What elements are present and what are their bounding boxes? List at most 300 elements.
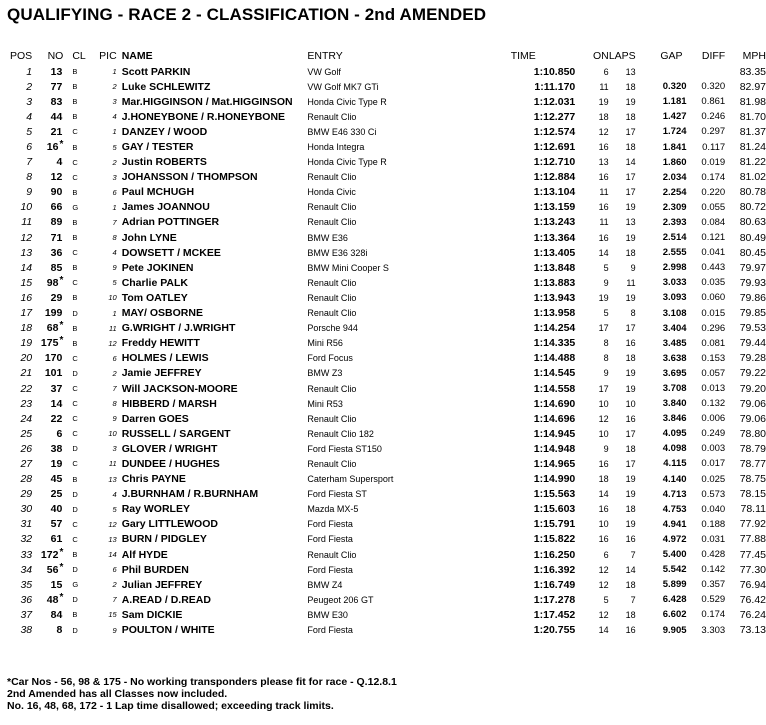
cell-no — [32, 139, 63, 154]
cell-no — [32, 230, 63, 245]
table-row — [0, 502, 766, 517]
cell-mph: 77.88 — [739, 533, 766, 546]
cell-mph: 76.94 — [739, 578, 766, 591]
cell-on: 9 — [603, 368, 609, 379]
cell-entry: Ford Fiesta ST150 — [307, 443, 382, 454]
car-number: 44 — [50, 110, 63, 123]
cell-diff: 3.303 — [701, 624, 726, 636]
cell-no — [32, 456, 63, 471]
cell-laps: 19 — [625, 519, 636, 530]
cell-time: 1:14.254 — [533, 322, 576, 335]
cell-pos: 13 — [20, 246, 33, 259]
cell-diff: 0.031 — [701, 533, 726, 545]
cell-laps: 19 — [625, 232, 636, 243]
cell-diff: 0.025 — [701, 473, 726, 485]
cell-entry: Mini R56 — [307, 338, 343, 349]
footnote-transponders: *Car Nos - 56, 98 & 175 - No working transponders please fit for race - Q.12.8.1 — [7, 676, 397, 688]
cell-diff: 0.017 — [701, 458, 726, 470]
cell-class: C — [72, 172, 78, 182]
car-number: 15 — [50, 578, 63, 591]
cell-on: 19 — [598, 292, 609, 303]
cell-laps: 19 — [625, 202, 636, 213]
cell-name: Ray WORLEY — [121, 503, 190, 516]
cell-pic: 11 — [108, 323, 117, 333]
cell-entry: Caterham Supersport — [307, 474, 394, 485]
cell-name: John LYNE — [121, 231, 177, 244]
cell-time: 1:13.364 — [533, 231, 576, 244]
cell-on: 17 — [598, 383, 609, 394]
cell-entry: Renault Clio — [307, 458, 357, 469]
cell-pos: 16 — [20, 291, 33, 304]
car-number: 38 — [50, 442, 63, 455]
cell-time: 1:14.558 — [533, 382, 576, 395]
cell-diff: 0.320 — [701, 81, 726, 93]
cell-mph: 82.97 — [739, 80, 766, 93]
cell-pic: 15 — [108, 610, 117, 620]
cell-entry: Honda Civic Type R — [307, 96, 387, 107]
cell-pic: 1 — [112, 67, 117, 77]
cell-laps: 19 — [625, 368, 636, 379]
cell-entry: Ford Fiesta — [307, 625, 353, 636]
cell-entry: Mazda MX-5 — [307, 504, 359, 515]
cell-class: C — [72, 248, 78, 258]
cell-entry: Renault Clio 182 — [307, 428, 374, 439]
cell-pos: 33 — [20, 548, 33, 561]
cell-entry: Honda Civic — [307, 187, 356, 198]
cell-name: GAY / TESTER — [121, 141, 194, 154]
cell-gap — [636, 64, 687, 79]
cell-pic: 5 — [112, 278, 117, 288]
cell-mph: 73.13 — [739, 624, 766, 637]
table-body — [0, 64, 766, 638]
cell-diff: 0.019 — [701, 156, 726, 168]
cell-on: 18 — [598, 111, 609, 122]
cell-time: 1:13.405 — [533, 246, 576, 259]
cell-on: 12 — [598, 413, 609, 424]
cell-laps: 18 — [625, 609, 636, 620]
cell-pic: 4 — [112, 248, 117, 258]
cell-entry: BMW E46 330 Ci — [307, 126, 377, 137]
cell-no — [32, 622, 63, 637]
cell-pos: 23 — [20, 397, 33, 410]
car-number: 77 — [50, 80, 63, 93]
cell-on: 6 — [603, 66, 609, 77]
cell-on: 14 — [598, 489, 609, 500]
cell-class: B — [72, 293, 78, 303]
cell-mph: 76.42 — [739, 593, 766, 606]
cell-no — [32, 487, 63, 502]
cell-pic: 14 — [108, 550, 117, 560]
table-row — [0, 321, 766, 336]
cell-mph: 78.75 — [739, 473, 766, 486]
cell-pic: 10 — [108, 429, 117, 439]
cell-time: 1:15.603 — [533, 503, 576, 516]
car-number: 12 — [50, 171, 63, 184]
cell-time: 1:12.710 — [533, 156, 576, 169]
cell-no — [32, 426, 63, 441]
cell-entry: Renault Clio — [307, 308, 357, 319]
cell-entry: Renault Clio — [307, 383, 357, 394]
cell-name: J.BURNHAM / R.BURNHAM — [121, 488, 259, 501]
cell-pos: 11 — [21, 216, 33, 229]
cell-name: Julian JEFFREY — [121, 578, 203, 591]
cell-pic: 6 — [112, 187, 117, 197]
cell-diff: 0.006 — [701, 413, 726, 425]
car-number: 71 — [50, 231, 63, 244]
table-row — [0, 607, 766, 622]
cell-no — [32, 109, 63, 124]
cell-class: B — [72, 142, 78, 152]
cell-on: 9 — [603, 443, 609, 454]
cell-pic: 12 — [108, 519, 117, 529]
cell-laps: 17 — [625, 323, 636, 334]
cell-time: 1:13.883 — [533, 276, 576, 289]
cell-no — [32, 547, 63, 562]
cell-name: DOWSETT / MCKEE — [121, 246, 221, 259]
cell-pic: 10 — [108, 293, 117, 303]
cell-no — [32, 366, 63, 381]
cell-pos: 8 — [26, 171, 33, 184]
cell-time: 1:16.250 — [533, 548, 576, 561]
cell-class: B — [72, 610, 78, 620]
cell-name: JOHANSSON / THOMPSON — [121, 171, 258, 184]
cell-gap: 5.899 — [662, 579, 687, 591]
cell-diff: 0.040 — [701, 503, 726, 515]
cell-pos: 32 — [20, 533, 33, 546]
cell-mph: 80.78 — [739, 186, 766, 199]
cell-diff: 0.081 — [701, 337, 726, 349]
cell-on: 16 — [598, 458, 609, 469]
cell-class: B — [72, 97, 78, 107]
cell-name: Luke SCHLEWITZ — [121, 80, 211, 93]
cell-pic: 9 — [112, 625, 117, 635]
cell-no — [32, 411, 63, 426]
cell-laps: 17 — [625, 458, 636, 469]
cell-entry: Mini R53 — [307, 398, 343, 409]
header-name: NAME — [121, 49, 153, 62]
cell-entry: Renault Clio — [307, 292, 357, 303]
cell-laps: 16 — [625, 338, 636, 349]
cell-on: 16 — [598, 172, 609, 183]
cell-entry: BMW E36 328i — [307, 247, 368, 258]
cell-class: B — [72, 338, 78, 348]
cell-class: C — [72, 399, 78, 409]
cell-mph: 77.92 — [739, 518, 766, 531]
cell-on: 18 — [598, 474, 609, 485]
cell-class: C — [72, 384, 78, 394]
cell-laps: 19 — [625, 96, 636, 107]
cell-pic: 1 — [112, 202, 117, 212]
cell-name: MAY/ OSBORNE — [121, 307, 203, 320]
header-laps: LAPS — [608, 49, 636, 62]
footnote-marker: * — [59, 546, 64, 558]
table-row — [0, 170, 766, 185]
cell-on: 17 — [598, 323, 609, 334]
cell-time: 1:14.488 — [533, 352, 576, 365]
car-number: 21 — [50, 125, 63, 138]
cell-pos: 7 — [26, 156, 33, 169]
table-row — [0, 245, 766, 260]
cell-no — [32, 79, 63, 94]
cell-gap: 3.846 — [662, 413, 687, 425]
cell-on: 13 — [598, 157, 609, 168]
footnote-marker: * — [59, 335, 64, 347]
cell-on: 12 — [598, 126, 609, 137]
cell-on: 8 — [603, 338, 609, 349]
cell-entry: Peugeot 206 GT — [307, 594, 374, 605]
table-row — [0, 532, 766, 547]
cell-class: D — [72, 504, 78, 514]
cell-time: 1:12.277 — [533, 110, 576, 123]
cell-name: Will JACKSON-MOORE — [121, 382, 238, 395]
cell-pos: 14 — [20, 261, 33, 274]
cell-class: B — [72, 550, 78, 560]
cell-diff: 0.174 — [701, 609, 726, 621]
cell-class: B — [72, 233, 78, 243]
car-number: 22 — [50, 412, 63, 425]
cell-pos: 2 — [26, 80, 33, 93]
car-number: 83 — [50, 95, 63, 108]
cell-mph: 76.24 — [739, 608, 766, 621]
header-on: ON — [592, 49, 609, 62]
cell-pos: 20 — [20, 352, 33, 365]
cell-name: Gary LITTLEWOOD — [121, 518, 218, 531]
table-row — [0, 562, 766, 577]
cell-pos: 22 — [20, 382, 33, 395]
table-row — [0, 155, 766, 170]
cell-gap: 4.972 — [662, 533, 687, 545]
cell-pos: 28 — [20, 473, 33, 486]
cell-no — [32, 124, 63, 139]
cell-pic: 3 — [112, 444, 117, 454]
cell-no — [32, 155, 63, 170]
cell-mph: 79.97 — [739, 261, 766, 274]
cell-entry: BMW E36 — [307, 232, 348, 243]
cell-pic: 9 — [112, 263, 117, 273]
table-row — [0, 396, 766, 411]
car-number: 175 — [40, 337, 59, 350]
cell-entry: Renault Clio — [307, 172, 357, 183]
cell-mph: 79.06 — [739, 412, 766, 425]
cell-mph: 80.63 — [739, 216, 766, 229]
cell-pos: 29 — [20, 488, 33, 501]
cell-diff: 0.357 — [701, 579, 726, 591]
cell-laps: 7 — [630, 549, 636, 560]
cell-time: 1:12.691 — [533, 141, 576, 154]
cell-pic: 4 — [112, 112, 117, 122]
table-row — [0, 426, 766, 441]
cell-mph: 81.02 — [739, 171, 766, 184]
cell-pos: 15 — [20, 276, 33, 289]
cell-name: Pete JOKINEN — [121, 261, 194, 274]
cell-laps: 18 — [625, 142, 636, 153]
cell-pic: 12 — [108, 338, 117, 348]
cell-class: B — [72, 187, 78, 197]
cell-no — [32, 381, 63, 396]
cell-pic: 2 — [112, 157, 117, 167]
cell-entry: Ford Fiesta — [307, 534, 353, 545]
cell-diff: 0.220 — [701, 186, 726, 198]
cell-class: D — [72, 625, 78, 635]
cell-laps: 18 — [625, 504, 636, 515]
cell-entry: VW Golf — [307, 66, 341, 77]
cell-on: 10 — [598, 428, 609, 439]
cell-gap: 6.602 — [662, 609, 687, 621]
cell-class: C — [72, 459, 78, 469]
cell-name: Justin ROBERTS — [121, 156, 207, 169]
cell-laps: 9 — [630, 262, 636, 273]
cell-mph: 79.20 — [739, 382, 766, 395]
cell-gap: 4.115 — [663, 458, 687, 470]
cell-mph: 78.11 — [740, 503, 766, 516]
cell-on: 10 — [598, 519, 609, 530]
cell-time: 1:14.945 — [533, 427, 576, 440]
header-pic: PIC — [99, 49, 117, 62]
cell-entry: Ford Fiesta — [307, 519, 353, 530]
cell-gap: 1.860 — [662, 156, 687, 168]
cell-name: Chris PAYNE — [121, 473, 186, 486]
cell-class: G — [72, 580, 79, 590]
car-number: 85 — [50, 261, 63, 274]
car-number: 14 — [50, 397, 63, 410]
table-row — [0, 215, 766, 230]
car-number: 101 — [44, 367, 63, 380]
header-cl: CL — [72, 49, 86, 62]
cell-mph: 79.53 — [739, 322, 766, 335]
cell-time: 1:12.884 — [533, 171, 576, 184]
header-diff: DIFF — [701, 49, 726, 62]
header-pos: POS — [9, 49, 33, 62]
cell-mph: 79.86 — [739, 291, 766, 304]
cell-gap: 3.033 — [662, 277, 687, 289]
car-number: 56 — [46, 563, 59, 576]
cell-class: D — [72, 595, 78, 605]
cell-diff: 0.297 — [701, 126, 726, 138]
footnote-marker: * — [59, 591, 64, 603]
car-number: 37 — [50, 382, 63, 395]
cell-diff: 0.861 — [701, 96, 726, 108]
cell-no — [32, 185, 63, 200]
cell-name: J.HONEYBONE / R.HONEYBONE — [121, 110, 286, 123]
cell-pos: 24 — [20, 412, 33, 425]
cell-pos: 18 — [20, 322, 33, 335]
cell-gap: 0.320 — [662, 81, 687, 93]
cell-class: C — [72, 127, 78, 137]
cell-name: Alf HYDE — [121, 548, 168, 561]
cell-mph: 79.06 — [739, 397, 766, 410]
cell-no — [32, 396, 63, 411]
cell-gap: 5.542 — [662, 564, 687, 576]
cell-gap: 2.034 — [662, 171, 687, 183]
car-number: 40 — [50, 503, 63, 516]
table-row — [0, 306, 766, 321]
cell-time: 1:14.696 — [533, 412, 576, 425]
cell-diff: 0.003 — [701, 443, 726, 455]
cell-mph: 81.24 — [739, 141, 766, 154]
cell-gap: 3.485 — [662, 337, 687, 349]
cell-diff: 0.041 — [701, 247, 726, 259]
cell-on: 16 — [598, 534, 609, 545]
cell-diff: 0.249 — [701, 428, 726, 440]
cell-gap: 3.404 — [662, 322, 687, 334]
cell-laps: 7 — [630, 594, 636, 605]
cell-pos: 9 — [26, 186, 33, 199]
cell-mph: 79.93 — [739, 276, 766, 289]
cell-mph: 80.72 — [739, 201, 766, 214]
cell-pic: 6 — [112, 565, 117, 575]
cell-entry: Porsche 944 — [307, 323, 358, 334]
cell-no — [32, 517, 63, 532]
cell-time: 1:13.848 — [533, 261, 576, 274]
cell-diff: 0.117 — [702, 141, 726, 153]
cell-mph: 80.49 — [739, 231, 766, 244]
cell-pic: 2 — [112, 580, 117, 590]
car-number: 199 — [44, 307, 63, 320]
cell-pic: 2 — [112, 368, 117, 378]
cell-laps: 17 — [625, 126, 636, 137]
cell-pos: 35 — [20, 578, 33, 591]
cell-diff: 0.015 — [701, 307, 726, 319]
cell-pic: 2 — [112, 82, 117, 92]
cell-gap: 3.840 — [662, 398, 687, 410]
cell-gap: 3.638 — [662, 352, 687, 364]
cell-class: C — [72, 278, 78, 288]
cell-name: HOLMES / LEWIS — [121, 352, 209, 365]
cell-mph: 81.37 — [739, 125, 766, 138]
cell-time: 1:10.850 — [533, 65, 576, 78]
cell-no — [32, 170, 63, 185]
table-row — [0, 517, 766, 532]
cell-diff: 0.142 — [701, 564, 726, 576]
cell-diff: 0.296 — [701, 322, 726, 334]
car-number: 170 — [44, 352, 63, 365]
cell-on: 10 — [598, 398, 609, 409]
cell-entry: Honda Integra — [307, 142, 365, 153]
cell-time: 1:16.749 — [533, 578, 576, 591]
cell-diff: 0.121 — [701, 232, 726, 244]
cell-diff: 0.246 — [701, 111, 726, 123]
cell-on: 19 — [598, 96, 609, 107]
cell-laps: 13 — [625, 217, 636, 228]
cell-pos: 1 — [26, 65, 33, 78]
cell-no — [32, 562, 63, 577]
cell-laps: 18 — [625, 111, 636, 122]
cell-entry: Renault Clio — [307, 217, 357, 228]
cell-laps: 10 — [625, 398, 636, 409]
cell-diff: 0.055 — [701, 201, 726, 213]
cell-pic: 7 — [112, 595, 117, 605]
cell-time: 1:20.755 — [533, 624, 576, 637]
cell-time: 1:14.990 — [533, 473, 576, 486]
cell-entry: Renault Clio — [307, 111, 357, 122]
car-number: 29 — [50, 291, 63, 304]
table-row — [0, 577, 766, 592]
table-row — [0, 441, 766, 456]
cell-no — [32, 306, 63, 321]
cell-time: 1:12.574 — [533, 125, 576, 138]
table-row — [0, 230, 766, 245]
cell-no — [32, 472, 63, 487]
cell-no — [32, 260, 63, 275]
cell-laps: 14 — [625, 157, 636, 168]
cell-no — [32, 321, 63, 336]
cell-name: GLOVER / WRIGHT — [121, 442, 218, 455]
cell-diff: 0.529 — [701, 594, 726, 606]
cell-time: 1:15.822 — [533, 533, 576, 546]
cell-class: B — [72, 67, 78, 77]
header-no: NO — [47, 49, 64, 62]
cell-diff: 0.443 — [701, 262, 726, 274]
